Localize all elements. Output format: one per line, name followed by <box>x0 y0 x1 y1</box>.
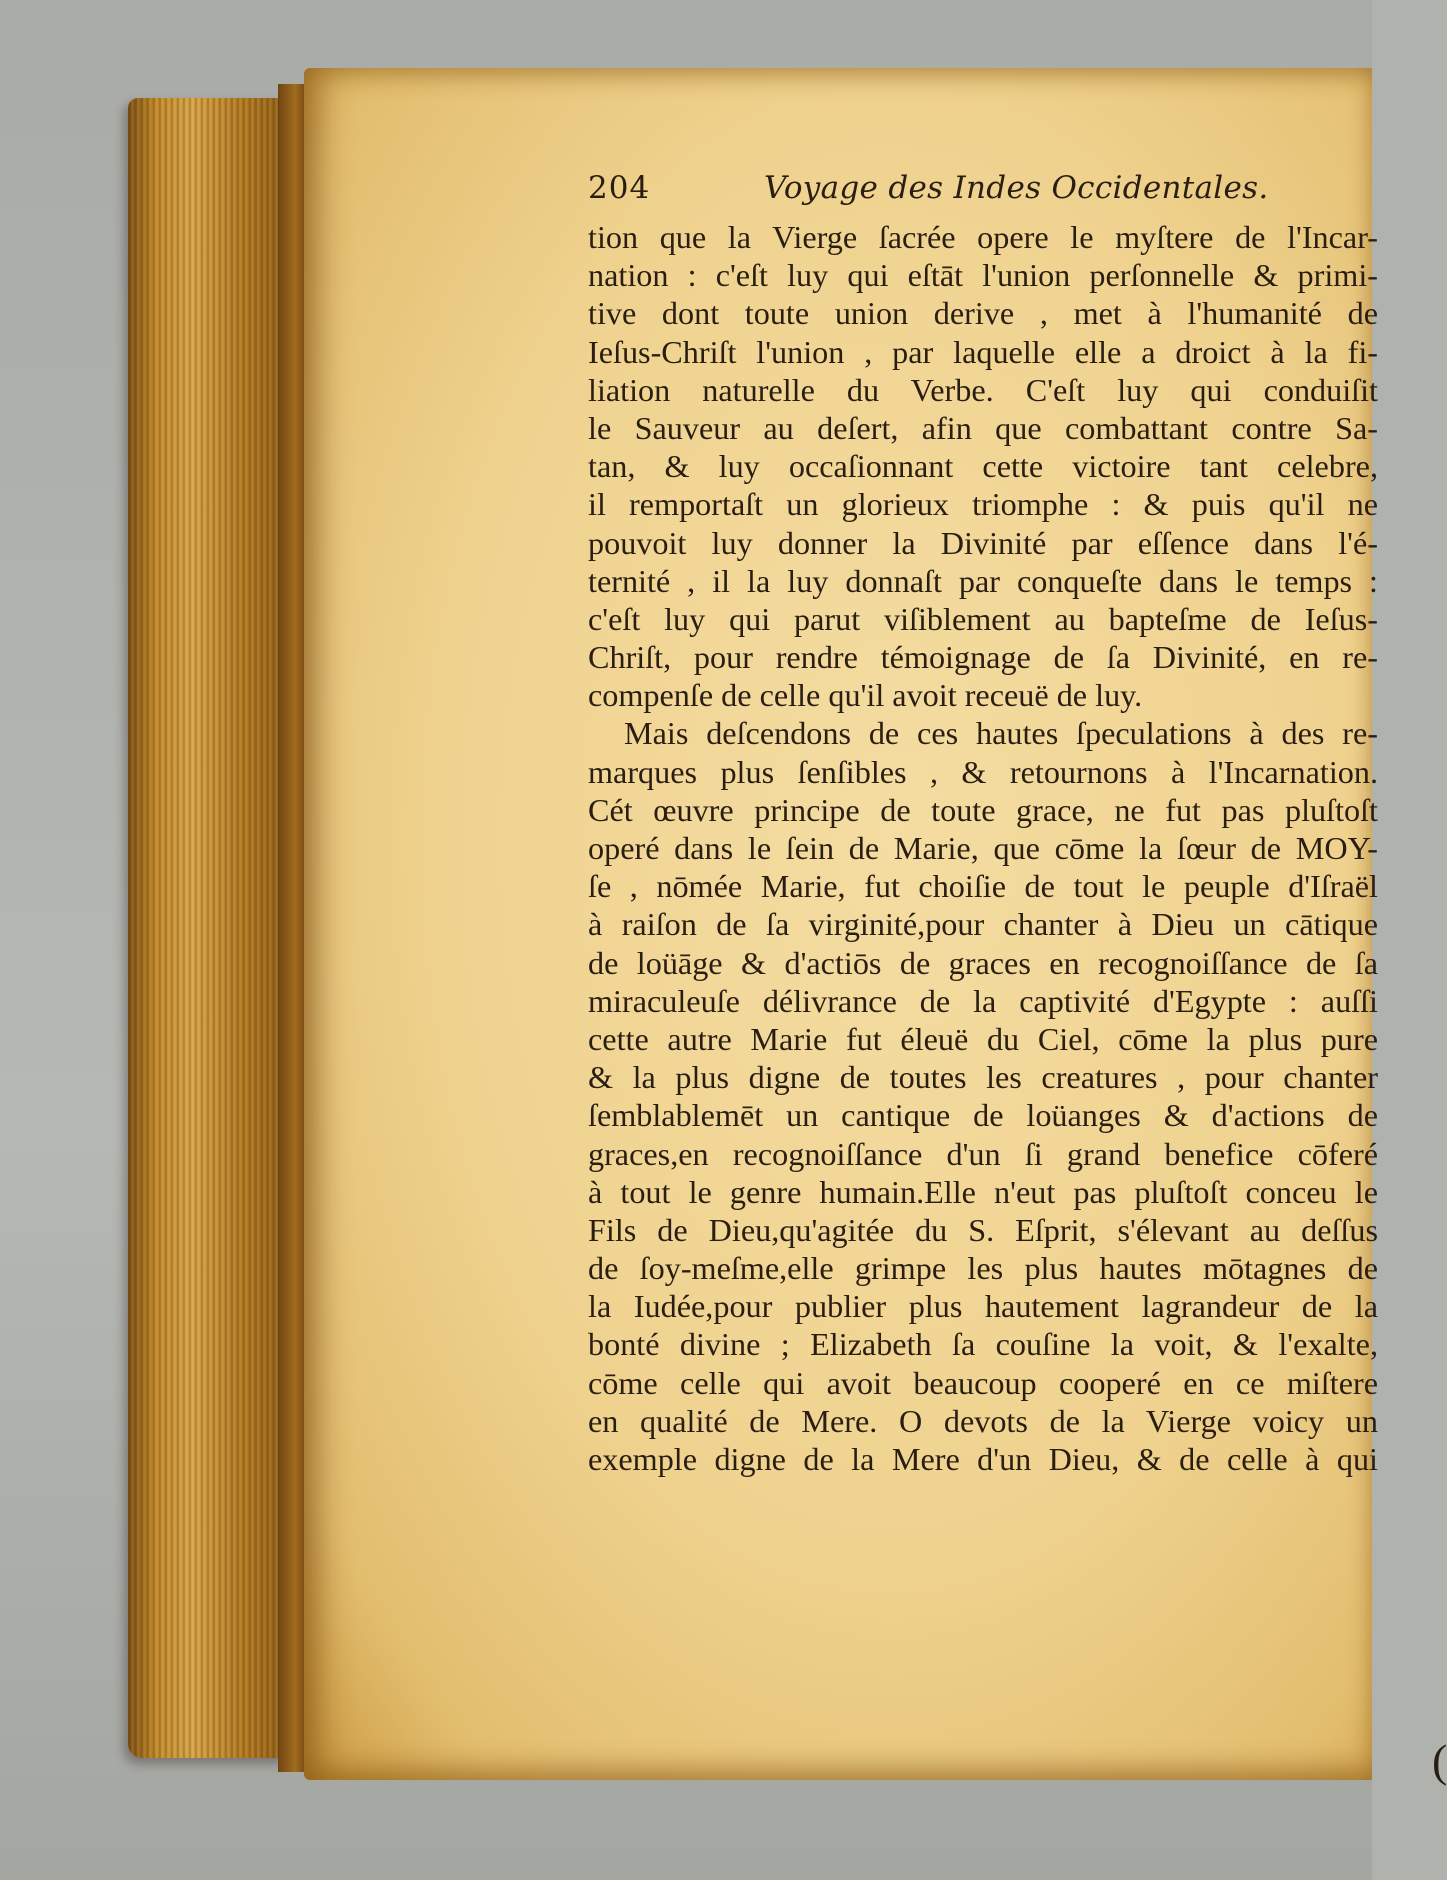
text-line: cōme celle qui avoit beaucoup cooperé en ce miſtere <box>588 1364 1378 1401</box>
text-line: tion que la Vierge ſacrée opere le myſtere de l'Incar- <box>588 219 1378 255</box>
text-line: Ieſus-Chriſt l'union , par laquelle elle a droict à la fi- <box>588 333 1378 370</box>
running-title: Voyage des Indes Occidentales. <box>764 170 1269 206</box>
text-line: de ſoy-meſme,elle grimpe les plus hautes mōtagnes de <box>588 1250 1378 1287</box>
text-line: Chriſt, pour rendre témoignage de ſa Divinité, en re- <box>588 639 1378 676</box>
text-line: bonté divine ; Elizabeth ſa couſine la voit, & l'exalte, <box>588 1326 1378 1363</box>
text-line: operé dans le ſein de Marie, que cōme la ſœur de MOY- <box>588 830 1378 866</box>
text-line: tive dont toute union derive , met à l'humanité de <box>588 295 1378 332</box>
marginal-mark: ( <box>1432 1735 1447 1786</box>
text-line: nation : c'eſt luy qui eſtāt l'union perſonnelle & primi- <box>588 257 1378 294</box>
book-fore-edge <box>128 98 288 1758</box>
text-line: la Iudée,pour publier plus hautement lagrandeur de la <box>588 1288 1378 1325</box>
text-line: Cét œuvre principe de toute grace, ne fut pas pluſtoſt <box>588 791 1378 828</box>
text-line: & la plus digne de toutes les creatures , pour chanter <box>588 1059 1378 1096</box>
page-content <box>588 170 1378 1478</box>
text-line: pouvoit luy donner la Divinité par eſſence dans l'é- <box>588 524 1378 561</box>
paragraph-first-line: Mais deſcendons de ces hautes ſpeculations à des re- <box>624 715 1378 752</box>
text-line: miraculeuſe délivrance de la captivité d'Egypte : auſſi <box>588 982 1378 1019</box>
text-line: compenſe de celle qu'il avoit receuë de luy. <box>588 677 1143 714</box>
text-line: graces,en recognoiſſance d'un ſi grand benefice cōferé <box>588 1135 1378 1172</box>
text-line: à raiſon de ſa virginité,pour chanter à Dieu un cātique <box>588 906 1378 943</box>
text-line: à tout le genre humain.Elle n'eut pas pluſtoſt conceu le <box>588 1173 1378 1210</box>
text-line: il remportaſt un glorieux triomphe : & puis qu'il ne <box>588 486 1378 523</box>
book <box>128 68 1447 1786</box>
text-line: en qualité de Mere. O devots de la Vierge voicy un <box>588 1402 1378 1439</box>
text-line: exemple digne de la Mere d'un Dieu, & de celle à qui <box>588 1441 1378 1477</box>
text-line: tan, & luy occaſionnant cette victoire tant celebre, <box>588 448 1378 485</box>
text-line: c'eſt luy qui parut viſiblement au bapteſme de Ieſus- <box>588 600 1378 637</box>
text-line: le Sauveur au deſert, afin que combattant contre Sa- <box>588 409 1378 446</box>
text-line: liation naturelle du Verbe. C'eſt luy qui conduiſit <box>588 371 1378 408</box>
text-line: ſemblablemēt un cantique de loüanges & d'actions de <box>588 1097 1378 1134</box>
text-line: ternité , il la luy donnaſt par conqueſte dans le temps : <box>588 562 1378 599</box>
text-line: cette autre Marie fut éleuë du Ciel, cōme la plus pure <box>588 1020 1378 1057</box>
text-line: ſe , nōmée Marie, fut choiſie de tout le peuple d'Iſraël <box>588 868 1378 905</box>
text-line: marques plus ſenſibles , & retournons à l'Incarnation. <box>588 753 1378 790</box>
text-line: de loüāge & d'actiōs de graces en recognoiſſance de ſa <box>588 944 1378 981</box>
text-line: Fils de Dieu,qu'agitée du S. Eſprit, s'élevant au deſſus <box>588 1211 1378 1248</box>
body-text <box>588 218 1378 1478</box>
running-head <box>588 170 1378 214</box>
page-number: 204 <box>588 170 651 206</box>
book-page <box>304 68 1378 1780</box>
